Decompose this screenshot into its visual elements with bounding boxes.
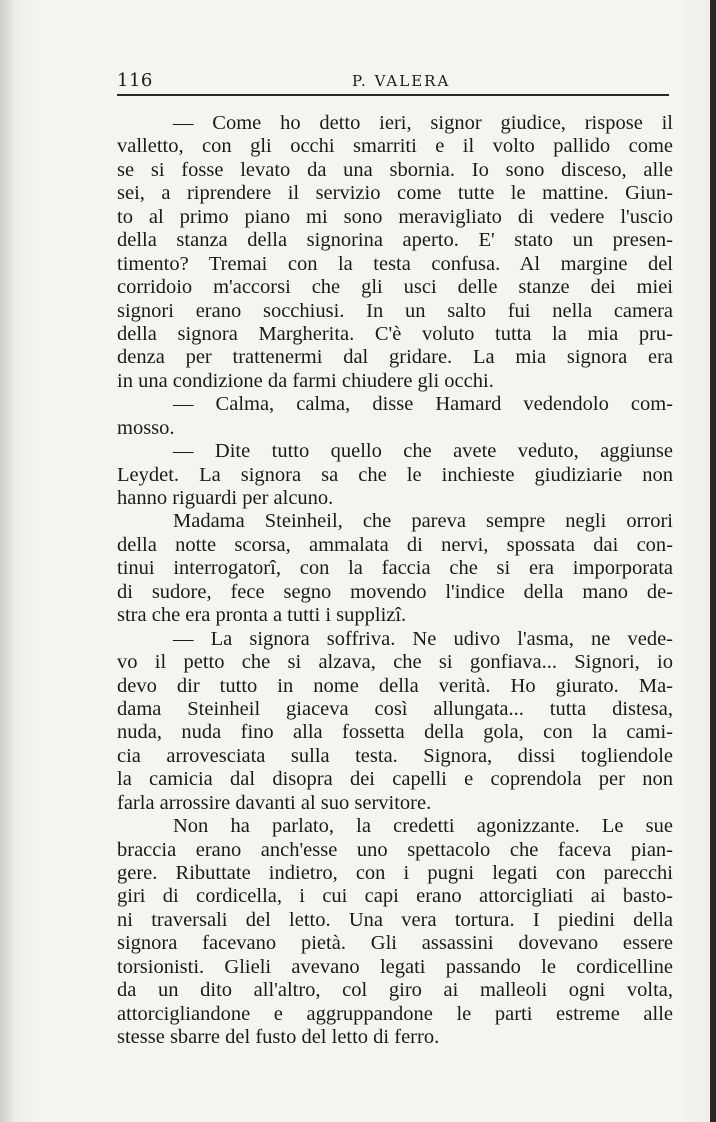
text-line: nuda, nuda fino alla fossetta della gola, con la cami- [117, 721, 673, 744]
text-line: in una condizione da farmi chiudere gli occhi. [117, 369, 494, 392]
text-line: signori erano socchiusi. In un salto fui nella camera [117, 299, 673, 322]
text-line: tinui interrogatorî, con la faccia che si era imporporata [117, 557, 673, 580]
body-text [117, 112, 673, 1050]
text-line: dama Steinheil giaceva così allungata... tutta distesa, [117, 697, 673, 720]
running-head: P. VALERA [352, 72, 451, 90]
text-line: Madama Steinheil, che pareva sempre negli orrori [173, 510, 673, 533]
text-line: — Come ho detto ieri, signor giudice, rispose il [173, 112, 673, 134]
text-line: Leydet. La signora sa che le inchieste giudiziarie non [117, 463, 673, 486]
text-line: se si fosse levato da una sbornia. Io sono disceso, alle [117, 158, 673, 181]
text-line: denza per trattenermi dal gridare. La mia signora era [117, 346, 673, 369]
text-line: — La signora soffriva. Ne udivo l'asma, ne vede- [173, 627, 673, 650]
text-line: stra che era pronta a tutti i supplizî. [117, 604, 407, 627]
text-line: vo il petto che si alzava, che si gonfiava... Signori, io [117, 651, 673, 674]
text-line: to al primo piano mi sono meravigliato di vedere l'uscio [117, 205, 673, 228]
header-rule [117, 94, 669, 96]
text-line: della stanza della signorina aperto. E' stato un presen- [117, 229, 673, 252]
text-line: mosso. [117, 416, 175, 439]
text-line: corridoio m'accorsi che gli usci delle stanze dei miei [117, 276, 673, 299]
text-line: gere. Ributtate indietro, con i pugni legati con parecchi [117, 862, 673, 884]
text-line: di sudore, fece segno movendo l'indice della mano de- [117, 580, 673, 603]
text-line: devo dir tutto in nome della verità. Ho giurato. Ma- [117, 674, 673, 697]
text-line: Non ha parlato, la credetti agonizzante. Le sue [173, 815, 673, 838]
text-line: hanno riguardi per alcuno. [117, 487, 334, 509]
text-line: valletto, con gli occhi smarriti e il volto pallido come [117, 135, 673, 158]
text-line: cia arrovesciata sulla testa. Signora, dissi togliendole [117, 744, 673, 767]
text-line: da un dito all'altro, col giro ai malleoli ogni volta, [117, 979, 673, 1002]
page-header [117, 70, 677, 94]
text-line: della notte scorsa, ammalata di nervi, spossata dai con- [117, 533, 673, 556]
text-line: — Dite tutto quello che avete veduto, aggiunse [173, 440, 673, 463]
text-line: stesse sbarre del fusto del letto di ferro. [117, 1026, 440, 1049]
text-line: farla arrossire davanti al suo servitore. [117, 791, 432, 814]
text-line: torsionisti. Glieli avevano legati passando le cordicelline [117, 955, 673, 978]
text-line: attorcigliandone e aggruppandone le parti estreme alle [117, 1002, 673, 1025]
page-number: 116 [117, 70, 153, 91]
binding-shadow [0, 0, 14, 1122]
text-line: ni traversali del letto. Una vera tortura. I piedini della [117, 908, 673, 931]
page-edge [710, 0, 716, 1122]
text-line: la camicia dal disopra dei capelli e coprendola per non [117, 768, 673, 791]
text-line: della signora Margherita. C'è voluto tutta la mia pru- [117, 322, 673, 345]
text-line: signora facevano pietà. Gli assassini dovevano essere [117, 932, 673, 955]
text-line: timento? Tremai con la testa confusa. Al margine del [117, 252, 673, 275]
text-line: — Calma, calma, disse Hamard vedendolo com- [173, 393, 673, 416]
text-line: giri di cordicella, i cui capi erano attorcigliati ai basto- [117, 885, 673, 908]
text-line: sei, a riprendere il servizio come tutte le mattine. Giun- [117, 182, 673, 205]
text-line: braccia erano anch'esse uno spettacolo che faceva pian- [117, 838, 673, 861]
